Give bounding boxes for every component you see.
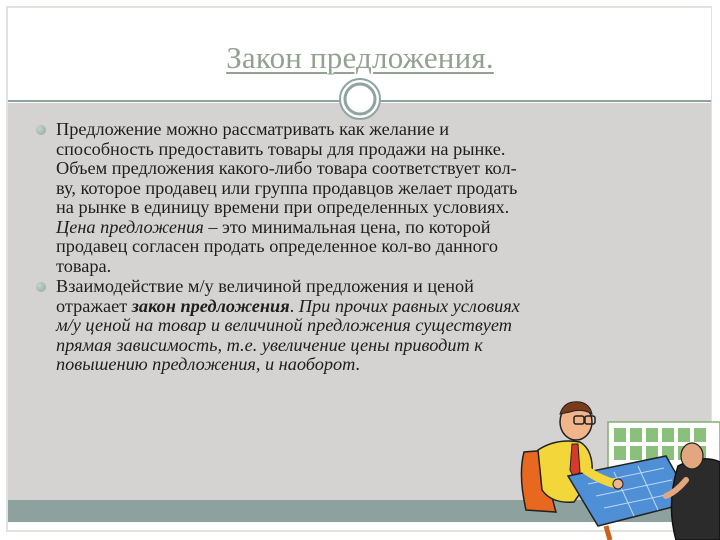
term-law-of-supply: закон предложения <box>131 295 290 316</box>
bullet-icon <box>36 125 46 135</box>
slide-title: Закон предложения. <box>226 40 494 75</box>
bullet-paragraph-1 <box>36 120 536 276</box>
paragraph-text: Взаимодействие м/у величиной предложения и ценой отражает <box>56 276 474 316</box>
term-supply-price: Цена предложения <box>56 216 204 237</box>
bullet-icon <box>36 282 46 292</box>
business-people-clipart <box>516 380 720 540</box>
paragraph-text: – это минимальная цена, по которой продавец согласен продать определенное кол-во данного товара. <box>56 216 498 276</box>
bullet-paragraph-2 <box>36 277 536 375</box>
ring-icon <box>338 77 382 121</box>
paragraph-text: . <box>355 354 360 374</box>
paragraph-text: . <box>289 295 299 316</box>
slide-body <box>36 120 536 376</box>
paragraph-italic-text: При прочих равных условиях м/у ценой на товар и величиной предложения существует прямая зависимость, т.е. увеличение цены приводит к повышению предложения, и наоборот <box>56 295 520 374</box>
paragraph-text: Предложение можно рассматривать как желание и способность предоставить товары для продажи на рынке. Объем предложения какого-либо товара соответствует кол-ву, которое продавец или группа продавцов желает продать на рынке в единицу времени при определенных условиях. <box>56 119 518 217</box>
